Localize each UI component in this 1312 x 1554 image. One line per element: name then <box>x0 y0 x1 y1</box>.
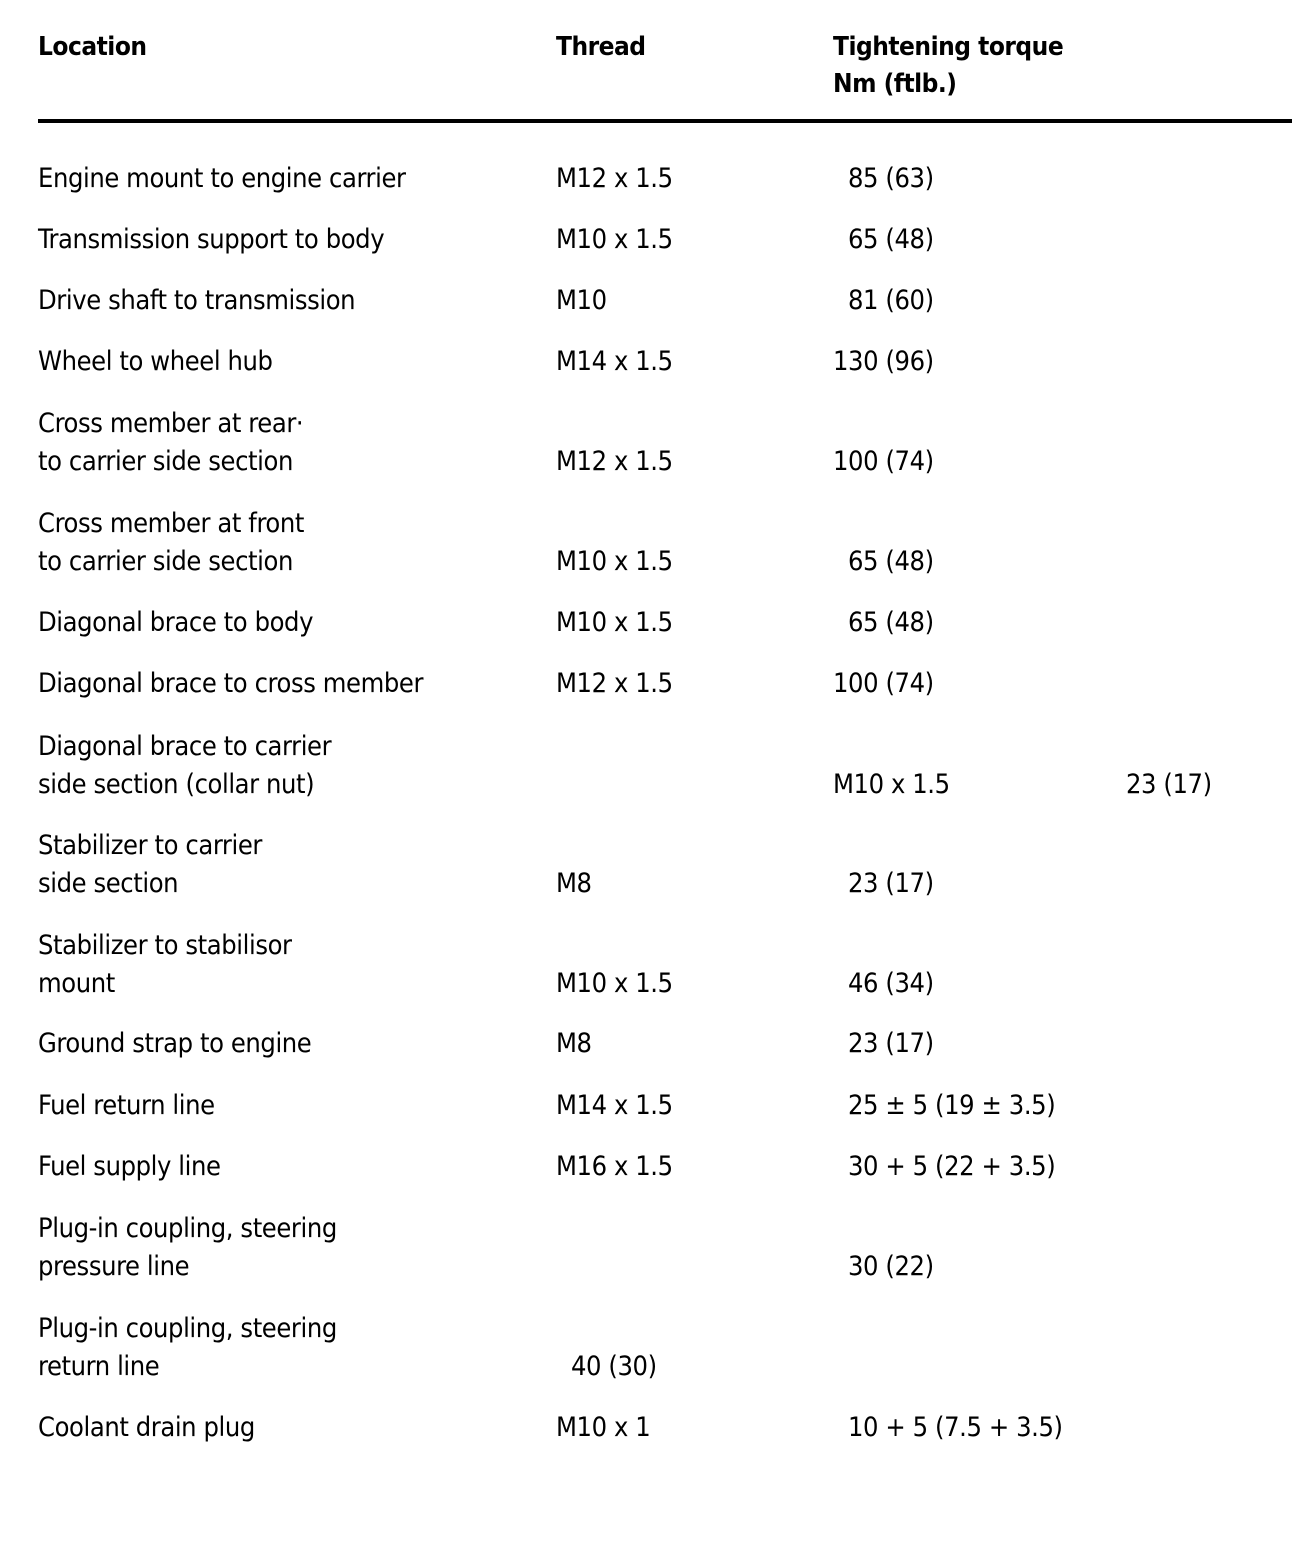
location-line: Plug-in coupling, steering <box>38 1213 337 1244</box>
thread-cell: M8 <box>556 1028 592 1059</box>
location-line: Ground strap to engine <box>38 1028 312 1059</box>
torque-cell: M10 x 1.5 <box>833 769 950 800</box>
torque-cell: 30 + 5 (22 + 3.5) <box>848 1151 1056 1182</box>
location-line: Cross member at front <box>38 508 305 539</box>
torque-cell: 100 (74) <box>833 446 934 477</box>
location-line: Stabilizer to stabilisor <box>38 930 292 961</box>
location-cell <box>38 1148 221 1186</box>
location-line: Transmission support to body <box>38 224 385 255</box>
location-line: Diagonal brace to carrier <box>38 731 332 762</box>
location-cell <box>38 827 262 903</box>
location-line: Cross member at rear· <box>38 408 304 439</box>
thread-cell: M10 x 1 <box>556 1412 651 1443</box>
location-cell <box>38 1310 337 1386</box>
header-divider <box>38 119 1292 123</box>
torque-cell: 65 (48) <box>848 224 934 255</box>
header-location: Location <box>38 32 147 62</box>
torque-cell: 23 (17) <box>848 868 934 899</box>
location-cell <box>38 1025 311 1063</box>
thread-cell: M12 x 1.5 <box>556 163 673 194</box>
torque-cell: 65 (48) <box>848 546 934 577</box>
thread-cell: M10 <box>556 285 607 316</box>
location-line: Wheel to wheel hub <box>38 346 273 377</box>
location-cell <box>38 282 355 320</box>
extra-torque-cell: 23 (17) <box>1126 769 1212 800</box>
torque-cell: 100 (74) <box>833 668 934 699</box>
header-thread: Thread <box>556 32 646 62</box>
location-line: Drive shaft to transmission <box>38 285 356 316</box>
location-cell <box>38 1087 215 1125</box>
thread-cell: M10 x 1.5 <box>556 224 673 255</box>
location-cell <box>38 343 273 381</box>
thread-cell: M10 x 1.5 <box>556 546 673 577</box>
location-cell <box>38 665 423 703</box>
torque-cell: 46 (34) <box>848 968 934 999</box>
thread-cell: M10 x 1.5 <box>556 968 673 999</box>
header-torque-line1: Tightening torque <box>833 32 1064 62</box>
location-line: to carrier side section <box>38 446 293 477</box>
header-torque-line2: Nm (ftlb.) <box>833 69 957 99</box>
location-line: Engine mount to engine carrier <box>38 163 406 194</box>
thread-cell: M14 x 1.5 <box>556 1090 673 1121</box>
torque-cell: 81 (60) <box>848 285 934 316</box>
torque-cell: 30 (22) <box>848 1251 934 1282</box>
location-line: side section <box>38 868 179 899</box>
location-cell <box>38 604 313 642</box>
location-line: to carrier side section <box>38 546 293 577</box>
thread-cell: M16 x 1.5 <box>556 1151 673 1182</box>
location-cell <box>38 927 292 1003</box>
location-line: mount <box>38 968 115 999</box>
location-cell <box>38 221 384 259</box>
location-line: Diagonal brace to cross member <box>38 668 424 699</box>
torque-cell: 65 (48) <box>848 607 934 638</box>
thread-cell: M14 x 1.5 <box>556 346 673 377</box>
location-line: Stabilizer to carrier <box>38 830 262 861</box>
location-line: Plug-in coupling, steering <box>38 1313 337 1344</box>
torque-cell: 130 (96) <box>833 346 934 377</box>
thread-cell: M10 x 1.5 <box>556 607 673 638</box>
thread-cell: M12 x 1.5 <box>556 446 673 477</box>
location-line: Fuel return line <box>38 1090 215 1121</box>
location-line: Fuel supply line <box>38 1151 221 1182</box>
location-cell <box>38 505 304 581</box>
location-cell <box>38 728 331 804</box>
torque-cell: 23 (17) <box>848 1028 934 1059</box>
location-cell <box>38 1210 337 1286</box>
thread-cell: M12 x 1.5 <box>556 668 673 699</box>
torque-cell: 25 ± 5 (19 ± 3.5) <box>848 1090 1056 1121</box>
thread-cell: M8 <box>556 868 592 899</box>
torque-cell: 85 (63) <box>848 163 934 194</box>
location-line: side section (collar nut) <box>38 769 315 800</box>
location-cell <box>38 405 303 481</box>
torque-cell: 10 + 5 (7.5 + 3.5) <box>848 1412 1063 1443</box>
location-line: pressure line <box>38 1251 190 1282</box>
location-cell <box>38 1409 255 1447</box>
location-cell <box>38 160 406 198</box>
location-line: return line <box>38 1351 160 1382</box>
thread-cell: 40 (30) <box>571 1351 657 1382</box>
location-line: Coolant drain plug <box>38 1412 255 1443</box>
location-line: Diagonal brace to body <box>38 607 314 638</box>
